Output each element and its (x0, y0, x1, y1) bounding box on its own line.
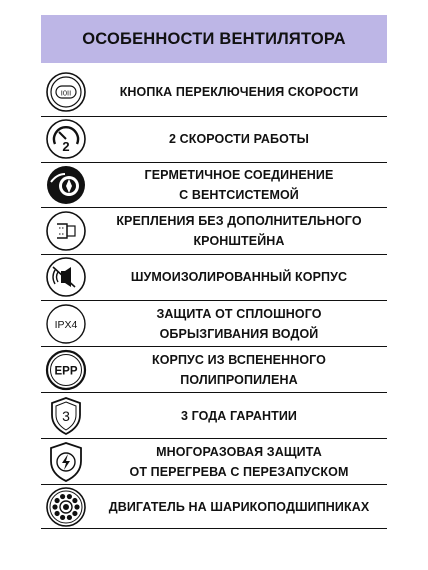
feature-row-overheat-protection (41, 440, 387, 484)
feature-text: КОРПУС ИЗ ВСПЕНЕННОГО ПОЛИПРОПИЛЕНА (151, 353, 327, 387)
two-speeds-icon-label: 2 (62, 139, 70, 154)
feature-row-sealed-connection (41, 164, 387, 206)
feature-row-mounting (41, 209, 387, 253)
header-banner (41, 15, 387, 63)
feature-text: КРЕПЛЕНИЯ БЕЗ ДОПОЛНИТЕЛЬНОГО КРОНШТЕЙНА (116, 214, 362, 248)
bearing-ball (55, 511, 60, 516)
divider (41, 300, 387, 301)
bearing-ball (60, 515, 65, 520)
divider (41, 392, 387, 393)
feature-row-ball-bearing (41, 486, 387, 528)
speed-button-icon-label: I0II (60, 88, 72, 98)
feature-text: ДВИГАТЕЛЬ НА ШАРИКОПОДШИПНИКАХ (108, 500, 370, 514)
feature-row-noise-insulation (41, 256, 387, 298)
feature-row-two-speeds (41, 117, 387, 161)
divider (41, 254, 387, 255)
divider (41, 438, 387, 439)
feature-text: ШУМОИЗОЛИРОВАННЫЙ КОРПУС (130, 270, 348, 284)
feature-row-warranty (41, 394, 387, 438)
bearing-ball (67, 515, 72, 520)
bearing-ball (67, 494, 72, 499)
ipx4-icon (41, 302, 91, 346)
mounting-icon (41, 209, 91, 253)
page-title: ОСОБЕННОСТИ ВЕНТИЛЯТОРА (82, 29, 346, 48)
divider (41, 162, 387, 163)
divider (41, 346, 387, 347)
feature-row-speed-button (41, 70, 387, 114)
feature-text: 3 ГОДА ГАРАНТИИ (180, 409, 298, 423)
divider (41, 207, 387, 208)
divider (41, 484, 387, 485)
ipx4-icon-label: IPX4 (54, 319, 78, 331)
feature-text: КНОПКА ПЕРЕКЛЮЧЕНИЯ СКОРОСТИ (119, 85, 359, 99)
feature-text: ГЕРМЕТИЧНОЕ СОЕДИНЕНИЕ С ВЕНТСИСТЕМОЙ (144, 168, 334, 202)
feature-row-epp (41, 348, 387, 392)
two-speeds-icon (41, 117, 91, 161)
feature-text: МНОГОРАЗОВАЯ ЗАЩИТА ОТ ПЕРЕГРЕВА С ПЕРЕЗАПУСКОМ (129, 445, 349, 479)
warranty-shield-icon (41, 394, 91, 438)
epp-icon-label: EPP (54, 365, 78, 378)
bearing-ball (72, 511, 77, 516)
warranty-icon-label: 3 (62, 408, 70, 424)
noise-insulation-icon (41, 255, 91, 299)
feature-text: 2 СКОРОСТИ РАБОТЫ (168, 132, 310, 146)
overheat-protection-icon (41, 440, 91, 484)
speed-button-icon (41, 70, 91, 114)
feature-text: ЗАЩИТА ОТ СПЛОШНОГО ОБРЫЗГИВАНИЯ ВОДОЙ (156, 307, 322, 341)
ball-bearing-icon (41, 485, 91, 529)
epp-icon (41, 348, 91, 392)
sealed-connection-icon (41, 163, 91, 207)
bearing-ball (52, 504, 57, 509)
bearing-ball (72, 498, 77, 503)
feature-row-ipx4 (41, 302, 387, 346)
bearing-ball (60, 494, 65, 499)
divider (41, 528, 387, 529)
bearing-ball (55, 498, 60, 503)
bearing-ball (74, 504, 79, 509)
